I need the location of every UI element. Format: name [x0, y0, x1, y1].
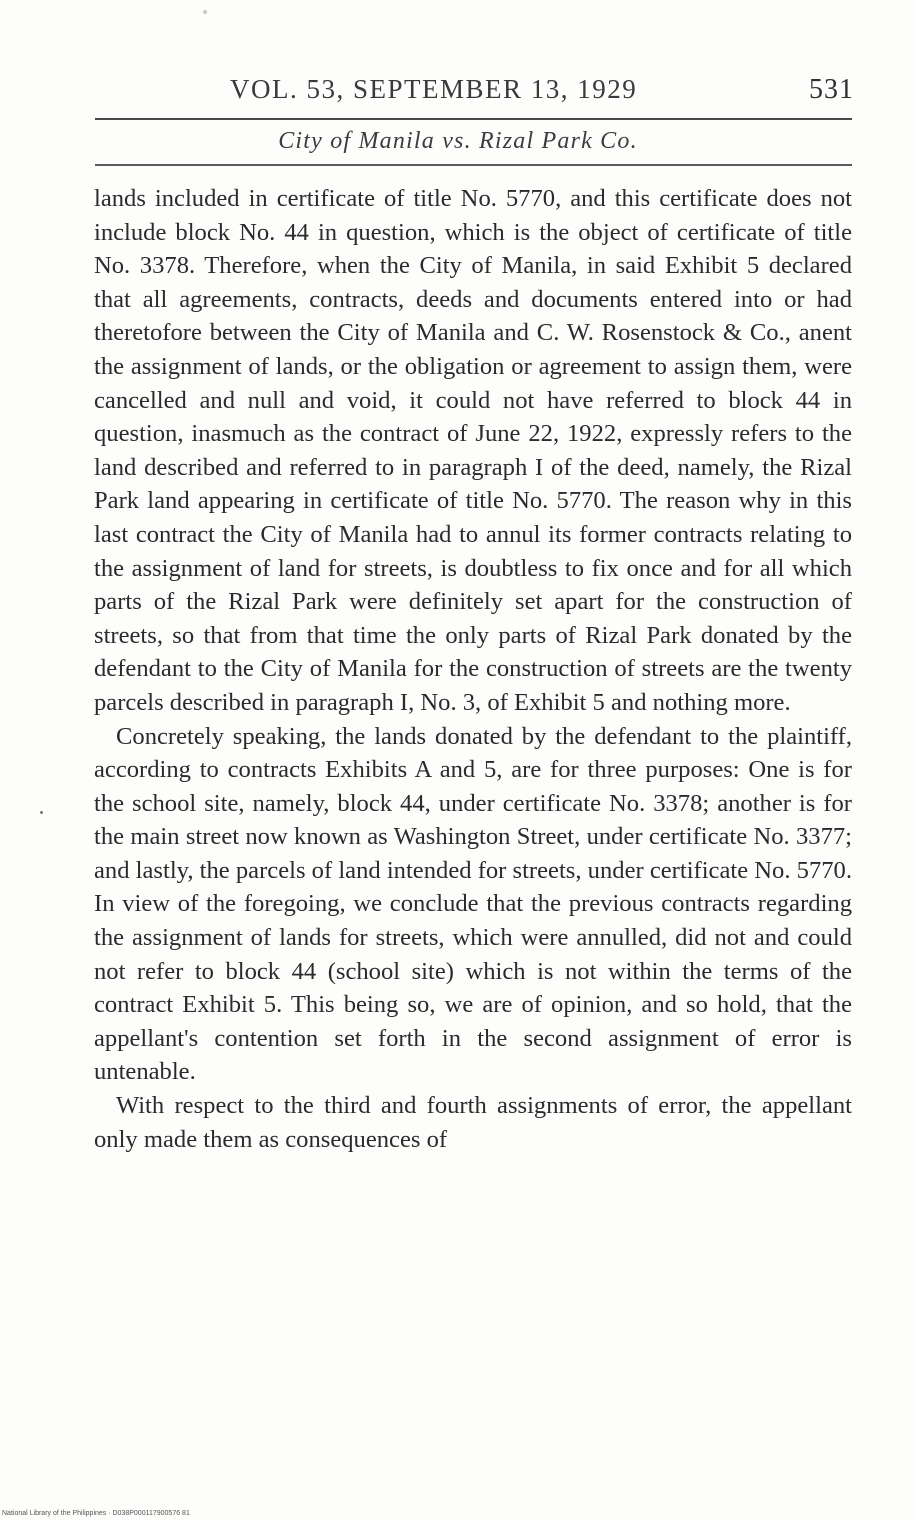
scan-speck — [203, 10, 207, 14]
running-head — [0, 74, 916, 114]
body-text — [94, 182, 852, 1156]
paragraph-1: lands included in certificate of title No. 5770, and this certificate does not include block No. 44 in question, which is the object of certificate of title No. 3378. Therefore, when the City of Manila, in said Exhibit 5 declared that all agreements, contracts, deeds and documents entered into or had theretofore between the City of Manila and C. W. Rosenstock & Co., anent the assignment of lands, or the obligation or agreement to assign them, were cancelled and null and void, it could not have referred to block 44 in question, inasmuch as the contract of June 22, 1922, expressly refers to the land described and referred to in paragraph I of the deed, namely, the Rizal Park land appearing in certificate of title No. 5770. The reason why in this last contract the City of Manila had to annul its former contracts relating to the assignment of land for streets, is doubtless to fix once and for all which parts of the Rizal Park were definitely set apart for the construction of streets, so that from that time the only parts of Rizal Park donated by the defendant to the City of Manila for the construction of streets are the twenty parcels described in paragraph I, No. 3, of Exhibit 5 and nothing more. — [94, 185, 852, 716]
header-rule-bottom — [95, 164, 852, 166]
source-footer: National Library of the Philippines · D038P000117900576 81 — [2, 1510, 190, 1517]
margin-dot — [40, 811, 43, 814]
paragraph-2: Concretely speaking, the lands donated by the defendant to the plaintiff, according to contracts Exhibits A and 5, are for three purposes: One is for the school site, namely, block 44, under certificate No. 3378; another is for the main street now known as Washington Street, under certificate No. 3377; and lastly, the parcels of land intended for streets, under certificate No. 5770. In view of the foregoing, we conclude that the previous contracts regarding the assignment of lands for streets, which were annulled, did not and could not refer to block 44 (school site) which is not within the terms of the contract Exhibit 5. This being so, we are of opinion, and so hold, that the appellant's contention set forth in the second assignment of error is untenable. — [94, 722, 852, 1086]
volume-date-line: VOL. 53, SEPTEMBER 13, 1929 — [230, 74, 638, 104]
header-rule-top — [95, 118, 852, 120]
page-number: 531 — [809, 74, 854, 105]
paragraph-3: With respect to the third and fourth assignments of error, the appellant only made them as consequences of — [94, 1092, 852, 1153]
case-title: City of Manila vs. Rizal Park Co. — [278, 128, 638, 154]
